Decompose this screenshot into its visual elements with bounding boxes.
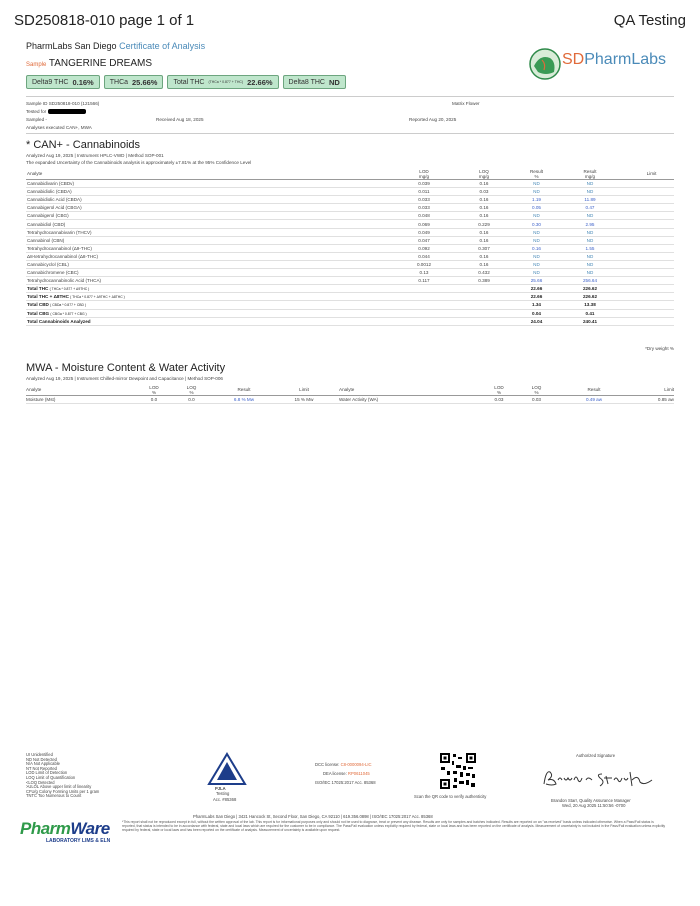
redacted-client: [48, 109, 86, 114]
divider: [26, 96, 674, 97]
badge-total-thc: Total THC (THCa * 0.877 + THC) 22.66%: [167, 75, 278, 89]
table-row: Cannabinol (CBN) 0.047 0.16 ND ND: [26, 237, 674, 245]
signature-image: [540, 766, 658, 790]
cannabinoids-analyzed: Analyzed Aug 19, 2025 | Instrument HPLC-VWD | Method SOP-001: [26, 153, 164, 158]
reported: Reported Aug 20, 2025: [409, 117, 457, 122]
table-row: Cannabicyclol (CBL) 0.0012 0.16 ND ND: [26, 261, 674, 269]
legend-item: <LOQ Detected: [26, 779, 55, 785]
badge-thca: THCa 25.66%: [104, 75, 164, 89]
abbreviation-legend: [26, 753, 99, 799]
authorized-signature-label: Authorized Signature: [576, 753, 616, 758]
table-row: Cannabigerol Acid (CBGA) 0.033 0.16 0.05 0.47: [26, 204, 674, 212]
table-row: Cannabidiolic (CBDA) 0.011 0.03 ND ND: [26, 188, 674, 196]
total-row: Total Cannabinoids Analyzed 24.04 240.41: [26, 318, 674, 326]
logo-wordmark: SDPharmLabs: [562, 51, 667, 68]
legend-item: UI Unidentified: [26, 752, 53, 757]
table-header: Analyte LOD mg/g LOQ mg/g Result % Result mg/g Limit: [26, 168, 674, 180]
pjla-sub: Testing: [216, 791, 230, 796]
qr-code-icon[interactable]: [439, 752, 477, 790]
analyses-executed: Analyses executed CAN+, MWA: [26, 125, 92, 130]
signed-date: Wed, 20 Aug 2025 11:50:56 -0700: [562, 803, 626, 808]
legend-item: NT Not Reported: [26, 765, 57, 771]
lab-name-line: [26, 41, 205, 51]
divider: [26, 133, 674, 134]
pharmware-sub: LABORATORY LIMS & ELN: [46, 838, 111, 844]
sampled: Sampled -: [26, 117, 47, 122]
coa-label: Certificate of Analysis: [119, 41, 206, 51]
table-row: Cannabichromene (CBC) 0.13 0.432 ND ND: [26, 269, 674, 277]
table-row: Cannabigerol (CBG) 0.048 0.16 ND ND: [26, 212, 674, 220]
legend-item: N/A Not Applicable: [26, 761, 60, 767]
mwa-header: Analyte LOD % LOQ % Result Limit Analyte LOD % LOQ % Result Limit: [26, 384, 674, 395]
badge-delta8: Delta8 THC ND: [283, 75, 346, 89]
dea-license: DEA license: RP0611045: [323, 771, 370, 776]
mwa-title: MWA - Moisture Content & Water Activity: [26, 362, 226, 374]
signer-name: Brandon Starr, Quality Assurance Manager: [551, 798, 631, 803]
mwa-analyzed: Analyzed Aug 19, 2025 | Instrument Chilled-mirror Dewpoint and Capacitance | Method SOP-006: [26, 376, 223, 381]
legend-item: CFU/g Colony Forming Units per 1 gram: [26, 788, 100, 794]
total-row: Total THC + Δ8THC ( THCa * 0.877 + Δ9THC + Δ8THC ) 22.66 226.62: [26, 293, 674, 301]
total-row: Total CBG ( CBGa * 0.877 + CBG ) 0.04 0.41: [26, 310, 674, 318]
legend-item: TNTC Too Numerous to Count: [26, 793, 82, 799]
pjla-accreditation-icon: [207, 752, 247, 786]
total-row: Total CBD ( CBDa * 0.877 + CBD ) 1.34 13.38: [26, 301, 674, 309]
cannabinoids-title: * CAN+ - Cannabinoids: [26, 139, 141, 151]
table-row: Cannabidiolic Acid (CBDA) 0.033 0.16 1.19 11.89: [26, 196, 674, 204]
pjla-name: PJLA: [215, 786, 226, 791]
sample-name: TANGERINE DREAMS: [48, 58, 153, 69]
legend-item: LOQ Limit of Quantification: [26, 774, 76, 780]
table-row: Tetrahydrocannabinol (Δ9-THC) 0.092 0.307 0.16 1.55: [26, 245, 674, 253]
sample-id: Sample ID SD250818-010 (121566): [26, 101, 100, 106]
mwa-table: [26, 384, 674, 404]
legend-item: ND Not Detected: [26, 756, 57, 762]
legend-item: >ULOL Above upper limit of linearity: [26, 784, 92, 790]
disclaimer: *This report shall not be reproduced except in full, without the written approval of the lab. This report is for informational purposes only and should not be used to diagnose, treat or prevent any disease. Results are only for samples and batches indicated. Results are reported on an "as received" basis unless indicated otherwise. When a Pass/Fail status is reported, that status is intended to be in accordance with federal, state and local laws which are required for the customer to be in compliance. The Pass/Fail evaluation unless explicitly required by federal, state or local laws and has been reported on the certificate of analysis. Measurement of uncertainty is not included in the Pass/Fail evaluation unless explicitly required by federal, state or local laws and has been reported on the certificate of analysis. Measurement of uncertainty is available upon request.: [122, 820, 666, 832]
table-row: Tetrahydrocannabivarin (THCV) 0.049 0.16 ND ND: [26, 229, 674, 237]
cannabinoids-uncertainty: The expanded Uncertainty of the Cannabinoids analysis is approximately ±7.81% at the 95% Confidence Level: [26, 160, 252, 165]
qr-verify-note: Scan the QR code to verify authenticity: [414, 794, 487, 799]
total-row: Total THC ( THCa * 0.877 + Δ9THC ) 22.66 226.62: [26, 285, 674, 293]
dcc-license: DCC license: C8-0000094-LIC: [315, 762, 372, 767]
potency-badges: [26, 75, 346, 89]
badge-delta9: Delta9 THC 0.16%: [26, 75, 100, 89]
legend-item: LOD Limit of Detection: [26, 770, 68, 776]
cannabinoids-table: [26, 168, 674, 326]
sample-label: Sample: [26, 62, 47, 68]
table-row: Δ8-tetrahydrocannabinol (Δ8-THC) 0.044 0.16 ND ND: [26, 253, 674, 261]
pharmware-logo: PharmWare: [20, 819, 110, 838]
document-id-title: SD250818-010 page 1 of 1: [14, 12, 195, 29]
qa-testing-title: QA Testing: [613, 12, 686, 29]
pjla-acc: Acc. #85368: [213, 797, 237, 802]
table-row: Cannabidiol (CBD) 0.069 0.229 0.30 2.95: [26, 220, 674, 228]
lab-name: PharmLabs San Diego: [26, 41, 117, 51]
received: Received Aug 18, 2025: [156, 117, 204, 122]
dry-weight-note: *Dry weight %: [645, 346, 674, 351]
table-row: Tetrahydrocannabinolic Acid (THCA) 0.117 0.389 25.66 256.64: [26, 277, 674, 285]
mwa-row: Moisture (Mst) 0.0 0.0 6.8 % Mw 15 % Mw Water Activity (WA) 0.03 0.03 0.49 aw 0.85 aw: [26, 396, 674, 404]
iso-accreditation: ISO/IEC 17025:2017 Acc. 85368: [315, 780, 376, 785]
sample-line: [26, 58, 152, 69]
matrix: Matrix Flower: [452, 101, 480, 106]
tested-for: Tested for: [26, 109, 86, 114]
table-row: Cannabidivarin (CBDv) 0.039 0.16 ND ND: [26, 180, 674, 188]
lab-address: PharmLabs San Diego | 3421 Hancock St, Second Floor, San Diego, CA 92110 | 619.356.0898 | ISO/IEC 17025:2017 Acc. 85368: [193, 814, 433, 819]
